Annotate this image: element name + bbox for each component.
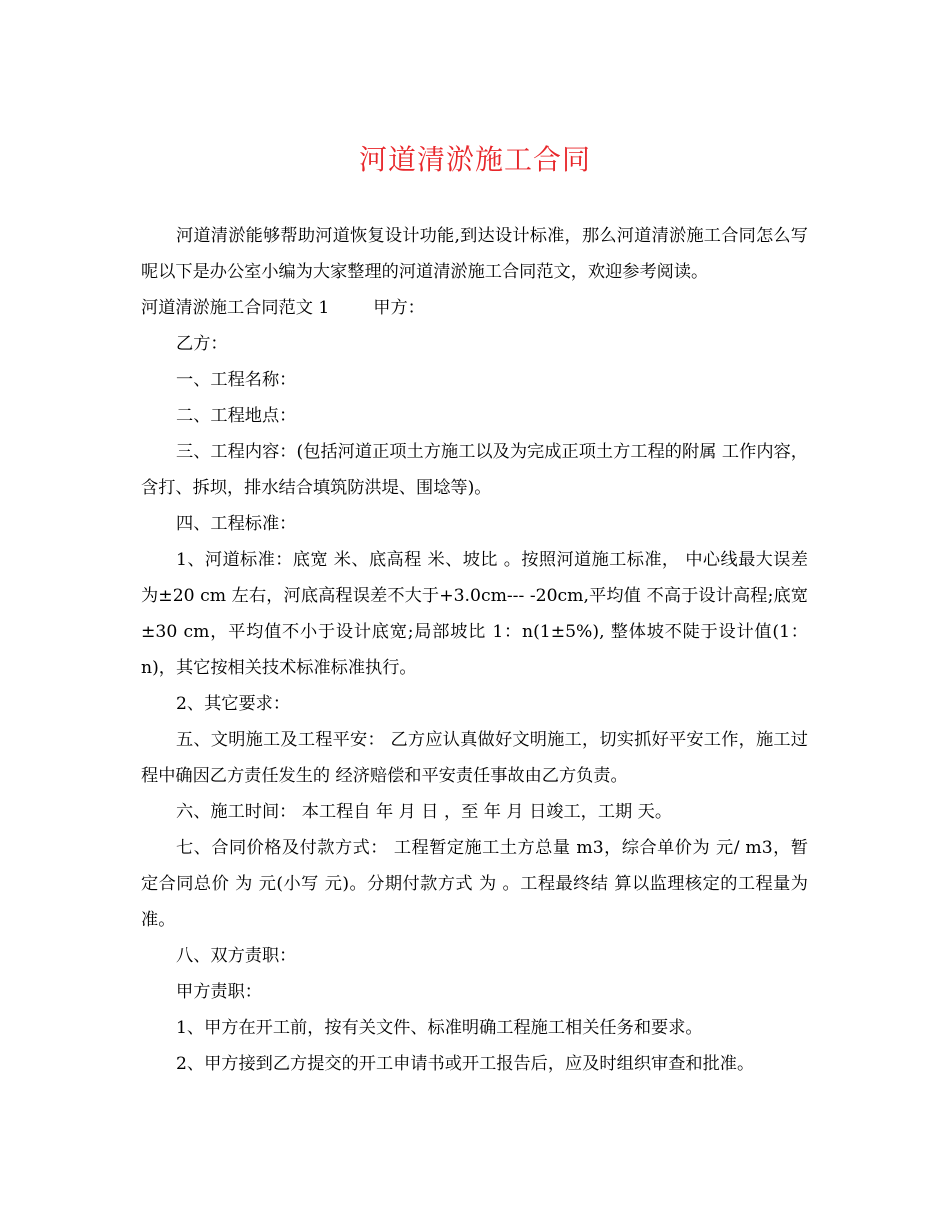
clause-project-standard: 四、工程标准： — [176, 514, 297, 534]
party-b-label: 乙方： — [176, 334, 228, 354]
party-a-label: 甲方： — [373, 298, 425, 318]
clause-other-requirements: 2、其它要求： — [176, 694, 291, 714]
document-title: 河道清淤施工合同 — [358, 143, 591, 176]
party-a-duty-2: 2、甲方接到乙方提交的开工申请书或开工报告后，应及时组织审查和批准。 — [176, 1054, 755, 1074]
party-a-responsibilities-heading: 甲方责职： — [176, 982, 262, 1002]
clause-responsibilities: 八、双方责职： — [176, 946, 297, 966]
clause-price-payment: 七、合同价格及付款方式： 工程暂定施工土方总量 m3，综合单价为 元/ m3，暂定合同总价 为 元(小写 元)。分期付款方式 为 。工程最终结 算以监理核定的工程量为准。 — [141, 838, 808, 930]
document-body — [141, 218, 808, 1082]
clause-river-standard: 1、河道标准：底宽 米、底高程 米、坡比 。按照河道施工标准， 中心线最大误差为±20 cm 左右，河底高程误差不大于+3.0cm--- -20cm,平均值 不高于设计高程;底宽±30 cm，平均值不小于设计底宽;局部坡比 1：n(1±5%), 整体坡不陡于设计值(1：n)，其它按相关技术标准标准执行。 — [141, 550, 808, 678]
clause-project-content: 三、工程内容：(包括河道正项土方施工以及为完成正项土方工程的附属 工作内容，含打、拆坝，排水结合填筑防洪堤、围埝等)。 — [141, 442, 808, 498]
sample-heading-line — [141, 290, 808, 326]
sample-label: 河道清淤施工合同范文 1 — [141, 298, 330, 318]
clause-project-location: 二、工程地点： — [176, 406, 297, 426]
clause-project-name: 一、工程名称： — [176, 370, 297, 390]
party-a-duty-1: 1、甲方在开工前，按有关文件、标准明确工程施工相关任务和要求。 — [176, 1018, 703, 1038]
intro-paragraph: 河道清淤能够帮助河道恢复设计功能,到达设计标准，那么河道清淤施工合同怎么写呢以下是办公室小编为大家整理的河道清淤施工合同范文，欢迎参考阅读。 — [141, 226, 808, 282]
clause-construction-time: 六、施工时间： 本工程自 年 月 日 ，至 年 月 日竣工，工期 天。 — [176, 802, 673, 822]
clause-civilized-construction: 五、文明施工及工程平安： 乙方应认真做好文明施工，切实抓好平安工作，施工过程中确因乙方责任发生的 经济赔偿和平安责任事故由乙方负责。 — [141, 730, 808, 786]
